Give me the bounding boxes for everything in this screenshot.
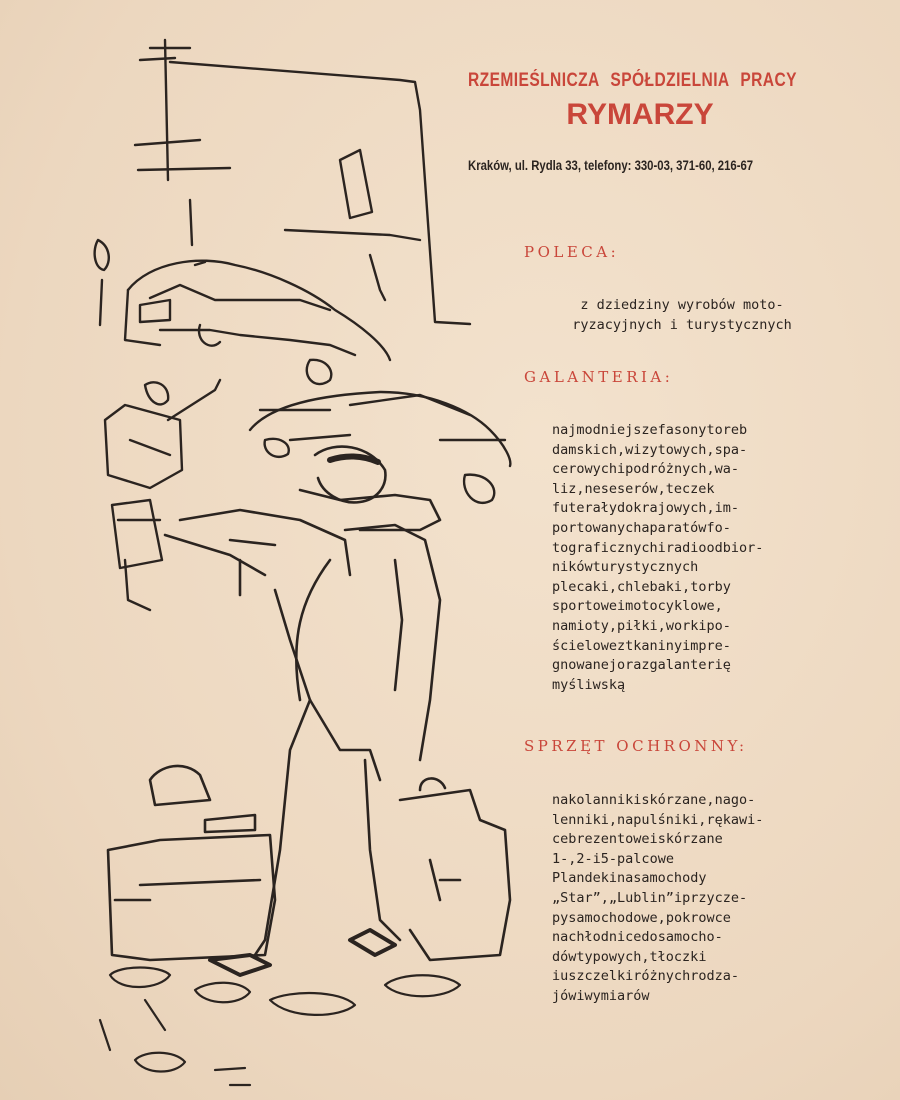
text-line: cebrezentoweiskórzane [552, 831, 723, 848]
sprzet-text [552, 791, 812, 1007]
text-line: sportoweimotocyklowe, [552, 598, 723, 615]
text-line: myśliwską [552, 676, 626, 693]
street-lamp-sketch [95, 240, 109, 325]
text-line: plecaki,chlebaki,torby [552, 578, 731, 595]
cobblestones-sketch [100, 968, 460, 1086]
text-line: damskich,wizytowych,spa- [552, 441, 748, 458]
text-line: portowanychaparatówfo- [552, 519, 731, 536]
cooperative-name: RYMARZY [566, 98, 714, 131]
traveler-figure-sketch [165, 447, 440, 975]
text-line: najmodniejszefasonytoreb [552, 422, 748, 438]
text-line: 1-,2-i5-palcowe [552, 850, 674, 867]
car-sketch-lower [250, 392, 510, 503]
text-line: cerowychipodróżnych,wa- [552, 461, 739, 478]
heading-sprzet-ochronny: SPRZĘT OCHRONNY: [524, 737, 748, 755]
galanteria-text [552, 421, 812, 695]
text-line: „Star”,„Lublin”iprzycze- [552, 889, 748, 906]
text-line: gnowanejorazgalanterię [552, 657, 731, 674]
text-line: Plandekinasamochody [552, 870, 707, 887]
cooperative-title: RZEMIEŚLNICZA SPÓŁDZIELNIA PRACY [468, 70, 797, 91]
text-line: ryzacyjnych i turystycznych [572, 316, 792, 333]
car-sketch-upper [125, 261, 390, 384]
text-line: futerałydokrajowych,im- [552, 500, 739, 517]
address-line: Kraków, ul. Rydla 33, telefony: 330-03, 371-60, 216-67 [468, 158, 754, 173]
text-line: dówtypowych,tłoczki [552, 948, 707, 965]
suitcase-sketch-left [108, 766, 275, 960]
text-line: liz,neseserów,teczek [552, 480, 715, 497]
text-line: pysamochodowe,pokrowce [552, 909, 731, 926]
text-line: nachłodnicedosamochο- [552, 929, 723, 946]
text-line: jówiwymiarów [552, 987, 650, 1004]
text-line: lenniki,napulśniki,rękawi- [552, 811, 764, 828]
text-line: z dziedziny wyrobów moto- [580, 297, 784, 313]
text-line: nakolannikiskórzane,nago- [552, 792, 756, 808]
building-sketch [135, 40, 470, 324]
text-line: nikówturystycznych [552, 559, 699, 576]
poleca-text [552, 296, 812, 335]
text-line: iuszczelkiróżnychrodza- [552, 968, 739, 985]
hanging-sign-sketch [105, 380, 220, 610]
heading-poleca: POLECA: [524, 243, 620, 261]
text-line: ścieloweztkaninyimpre- [552, 637, 731, 654]
text-line: tograficznychiradioodbior- [552, 539, 764, 556]
heading-galanteria: GALANTERIA: [524, 368, 674, 386]
text-line: namioty,piłki,workipo- [552, 617, 731, 634]
suitcase-sketch-right [400, 778, 510, 960]
